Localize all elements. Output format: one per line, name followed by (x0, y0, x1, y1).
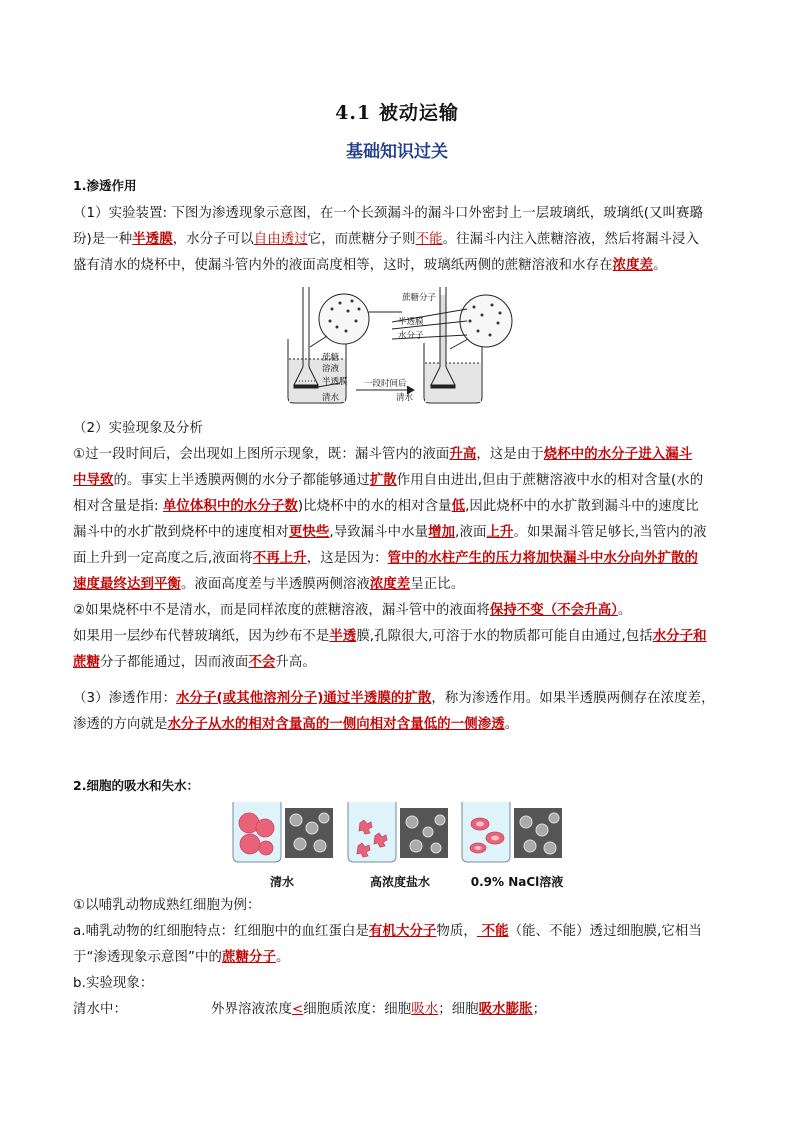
osmosis-diagram (282, 287, 522, 409)
text: )比烧杯中的水的相对含量 (297, 499, 452, 514)
answer-highlight: 不能 (476, 924, 509, 939)
text: 。 (504, 717, 519, 732)
text: 物质， (436, 924, 477, 939)
text-line (73, 520, 728, 546)
diagram-label: 半透膜 (398, 317, 424, 327)
text: 作用自由进出,但由于蔗糖溶液中水的相对含量(水的 (396, 473, 704, 488)
text-line (73, 712, 728, 738)
text: 细胞质浓度：细胞 (303, 1002, 412, 1017)
text: 漏斗中的水扩散到烧杯中的速度相对 (73, 525, 289, 540)
answer-highlight: 扩散 (369, 473, 397, 488)
diagram-label: 水分子 (398, 331, 424, 341)
text: ，这是因为： (306, 551, 388, 566)
text: 外界溶液浓度 (211, 1002, 292, 1017)
section-1-paragraph-3 (73, 686, 728, 738)
text: ； (532, 1002, 547, 1017)
figure-caption: 0.9% NaCl溶液 (470, 875, 564, 889)
diagram-label: 蔗糖 (322, 353, 340, 363)
text: 升高。 (275, 655, 316, 670)
answer-highlight: 增加 (428, 525, 456, 540)
text: 。 (275, 950, 290, 965)
text: （能、不能）透过细胞膜,它相当 (508, 924, 702, 939)
text: ；细胞 (438, 1002, 479, 1017)
text-line (73, 650, 728, 676)
answer-highlight: 升高 (449, 447, 477, 462)
text: 玢)是一种 (73, 232, 133, 247)
answer-highlight: 浓度差 (369, 577, 411, 592)
figure-caption: 高浓度盐水 (369, 875, 430, 889)
answer-highlight: 自由透过 (253, 232, 308, 247)
text-line (73, 227, 728, 253)
text-line (73, 572, 728, 598)
answer-highlight: 保持不变（不会升高） (489, 603, 619, 618)
text: 清水中： (73, 1002, 127, 1017)
text: 。如果漏斗管足够长,当管内的液 (513, 525, 707, 540)
answer-highlight: 上升 (486, 525, 514, 540)
text: 于“渗透现象示意图”中的 (73, 950, 222, 965)
text: 的。事实上半透膜两侧的水分子都能够通过 (113, 473, 370, 488)
text-line (73, 919, 728, 945)
text: 如果用一层纱布代替玻璃纸，因为纱布不是 (73, 629, 330, 644)
answer-highlight: 速度最终达到平衡 (73, 577, 181, 592)
diagram-label: 溶液 (322, 364, 340, 374)
answer-highlight: 管中的水柱产生的压力将加快漏斗中水分向外扩散的 (387, 551, 698, 566)
text: ①过一段时间后，会出现如上图所示现象，既：漏斗管内的液面 (73, 447, 450, 462)
text-line (73, 201, 728, 227)
section-1-paragraph-2 (73, 416, 728, 676)
page-title: 4.1 被动运输 (335, 102, 459, 124)
section-2-heading: 2.细胞的吸水和失水： (73, 778, 199, 793)
answer-highlight: 半透 (329, 629, 357, 644)
text: ,因此烧杯中的水扩散到漏斗中的速度比 (465, 499, 699, 514)
answer-highlight: 烧杯中的水分子进入漏斗 (543, 447, 693, 462)
text: 。 (653, 258, 667, 273)
text: 盛有清水的烧杯中，使漏斗管内外的液面高度相等，这时，玻璃纸两侧的蔗糖溶液和水存在 (73, 258, 613, 273)
diagram-label: 蔗糖分子 (402, 293, 437, 303)
text-line (73, 686, 728, 712)
text-line (73, 546, 728, 572)
diagram-label: 清水 (396, 393, 414, 403)
answer-highlight: 不再上升 (252, 551, 307, 566)
text-line (73, 997, 728, 1023)
answer-highlight: 不能 (415, 232, 443, 247)
answer-highlight: < (291, 1002, 304, 1017)
red-blood-cell-figure (230, 798, 565, 864)
diagram-label: 清水 (322, 393, 340, 403)
text: 面上升到一定高度之后,液面将 (73, 551, 253, 566)
text: 渗透的方向就是 (73, 717, 168, 732)
text: （1）实验装置: 下图为渗透现象示意图，在一个长颈漏斗的漏斗口外密封上一层玻璃纸，玻璃纸(又叫赛璐 (73, 206, 703, 221)
answer-highlight: 蔗糖分子 (221, 950, 276, 965)
answer-highlight: 中导致 (73, 473, 114, 488)
answer-highlight: 吸水 (411, 1002, 439, 1017)
text: ,液面 (455, 525, 487, 540)
diagram-label: 一段时间后 (364, 379, 407, 389)
section-1-heading: 1.渗透作用 (73, 178, 137, 193)
text-line (73, 442, 728, 468)
text: 相对含量是指: (73, 499, 163, 514)
answer-highlight: 蔗糖 (73, 655, 100, 670)
answer-highlight: 低 (451, 499, 466, 514)
figure-caption: 清水 (269, 875, 294, 889)
text-line (73, 494, 728, 520)
answer-highlight: 吸水膨胀 (478, 1002, 533, 1017)
text: ，水分子可以 (172, 232, 254, 247)
answer-highlight: 更快些 (288, 525, 330, 540)
text-line: b.实验现象： (73, 976, 154, 991)
text: 分子都能通过，因而液面 (99, 655, 249, 670)
text: 呈正比。 (410, 577, 465, 592)
answer-highlight: 水分子和 (652, 629, 707, 644)
text: 。往漏斗内注入蔗糖溶液，然后将漏斗浸入 (442, 232, 699, 247)
diagram-label: 半透膜 (322, 377, 348, 387)
text: 。液面高度差与半透膜两侧溶液 (180, 577, 370, 592)
section-2-content (73, 893, 728, 1023)
text: （3）渗透作用： (73, 691, 177, 706)
answer-highlight: 单位体积中的水分子数 (162, 499, 298, 514)
text: ②如果烧杯中不是清水，而是同样浓度的蔗糖溶液，漏斗管中的液面将 (73, 603, 490, 618)
text: a.哺乳动物的红细胞特点：红细胞中的血红蛋白是 (73, 924, 369, 939)
answer-highlight: 浓度差 (612, 258, 654, 273)
page-subtitle: 基础知识过关 (346, 142, 448, 162)
text-line (73, 253, 728, 279)
text-line (73, 624, 728, 650)
text-line (73, 598, 728, 624)
section-1-paragraph-1 (73, 201, 728, 279)
text: ，这是由于 (476, 447, 544, 462)
text-line (73, 945, 728, 971)
text: 。 (618, 603, 632, 618)
answer-highlight: 水分子(或其他溶剂分子)通过半透膜的扩散 (176, 691, 432, 706)
text: ,导致漏斗中水量 (329, 525, 429, 540)
answer-highlight: 有机大分子 (368, 924, 437, 939)
text-line (73, 468, 728, 494)
subheading: （2）实验现象及分析 (73, 421, 204, 436)
text: ，称为渗透作用。如果半透膜两侧存在浓度差， (431, 691, 715, 706)
answer-highlight: 半透膜 (132, 232, 173, 247)
answer-highlight: 不会 (248, 655, 276, 670)
text: 它，而蔗糖分子则 (307, 232, 416, 247)
text-line: ①以哺乳动物成熟红细胞为例： (73, 898, 261, 913)
text: 膜,孔隙很大,可溶于水的物质都可能自由通过,包括 (356, 629, 653, 644)
answer-highlight: 水分子从水的相对含量高的一侧向相对含量低的一侧渗透 (167, 717, 505, 732)
